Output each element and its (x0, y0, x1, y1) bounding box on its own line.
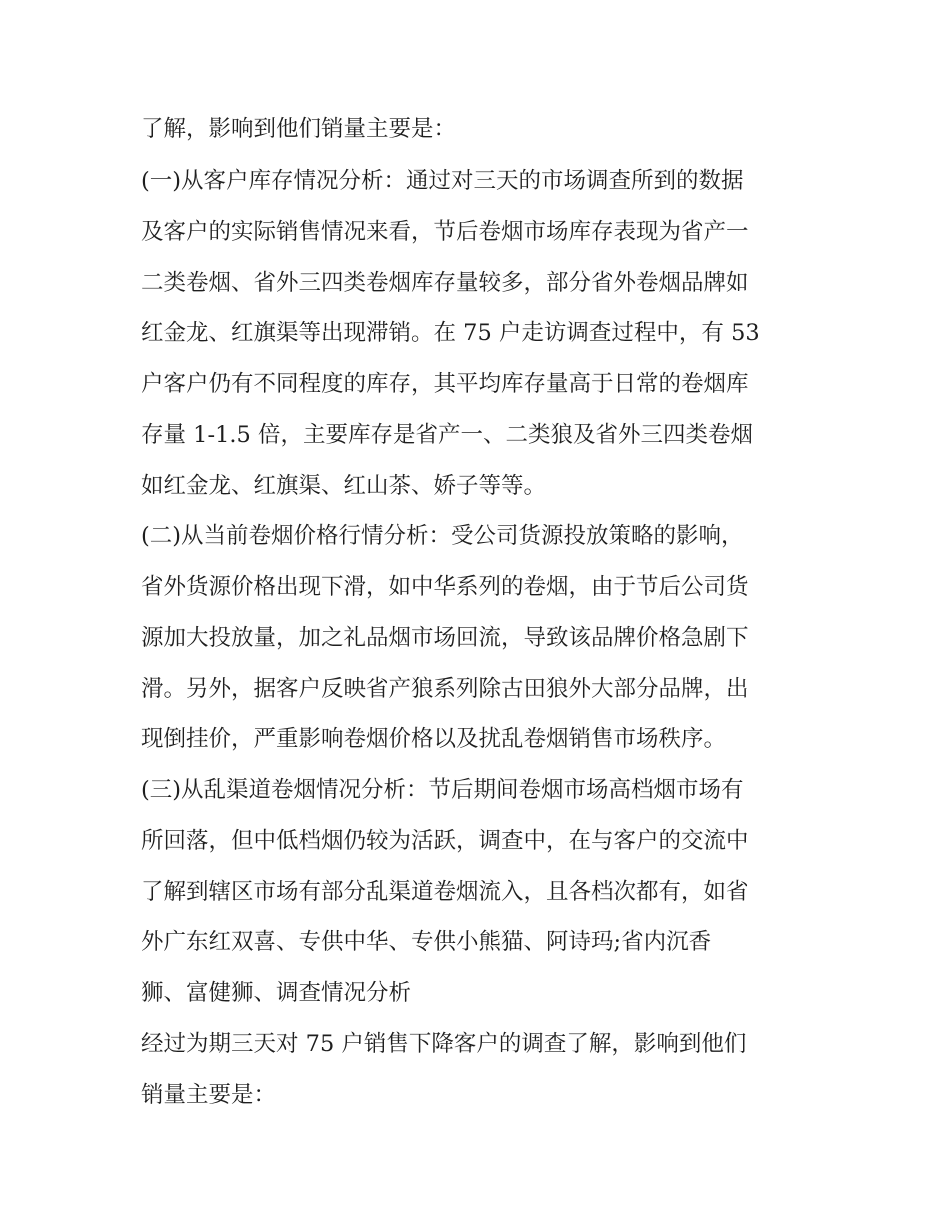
text-line: 所回落，但中低档烟仍较为活跃，调查中，在与客户的交流中 (141, 828, 749, 854)
text-line: 如红金龙、红旗渠、红山茶、娇子等等。 (141, 473, 547, 499)
text-line: 滑。另外，据客户反映省产狼系列除古田狼外大部分品牌，出 (141, 676, 749, 702)
text-line: (二)从当前卷烟价格行情分析：受公司货源投放策略的影响， (141, 523, 744, 549)
text-line: 了解，影响到他们销量主要是： (141, 116, 457, 142)
text-line: 源加大投放量，加之礼品烟市场回流，导致该品牌价格急剧下 (141, 625, 749, 651)
text-line: 户客户仍有不同程度的库存，其平均库存量高于日常的卷烟库 (141, 371, 749, 397)
text-line: 现倒挂价，严重影响卷烟价格以及扰乱卷烟销售市场秩序。 (141, 726, 727, 752)
text-line: 了解到辖区市场有部分乱渠道卷烟流入，且各档次都有，如省 (141, 879, 749, 905)
text-line: 销量主要是： (141, 1082, 277, 1108)
text-line: (一)从客户库存情况分析：通过对三天的市场调查所到的数据 (141, 168, 744, 194)
text-line: 存量 1-1.5 倍，主要库存是省产一、二类狼及省外三四类卷烟 (141, 422, 754, 448)
text-line: (三)从乱渠道卷烟情况分析：节后期间卷烟市场高档烟市场有 (141, 777, 744, 803)
text-line: 及客户的实际销售情况来看，节后卷烟市场库存表现为省产一 (141, 219, 749, 245)
text-line: 省外货源价格出现下滑，如中华系列的卷烟，由于节后公司货 (141, 574, 749, 600)
text-line: 红金龙、红旗渠等出现滞销。在 75 户走访调查过程中，有 53 (141, 320, 760, 346)
text-line: 外广东红双喜、专供中华、专供小熊猫、阿诗玛;省内沉香 (141, 929, 712, 955)
text-line: 狮、富健狮、调查情况分析 (141, 980, 412, 1006)
text-line: 二类卷烟、省外三四类卷烟库存量较多，部分省外卷烟品牌如 (141, 270, 749, 296)
text-line: 经过为期三天对 75 户销售下降客户的调查了解，影响到他们 (141, 1031, 747, 1057)
